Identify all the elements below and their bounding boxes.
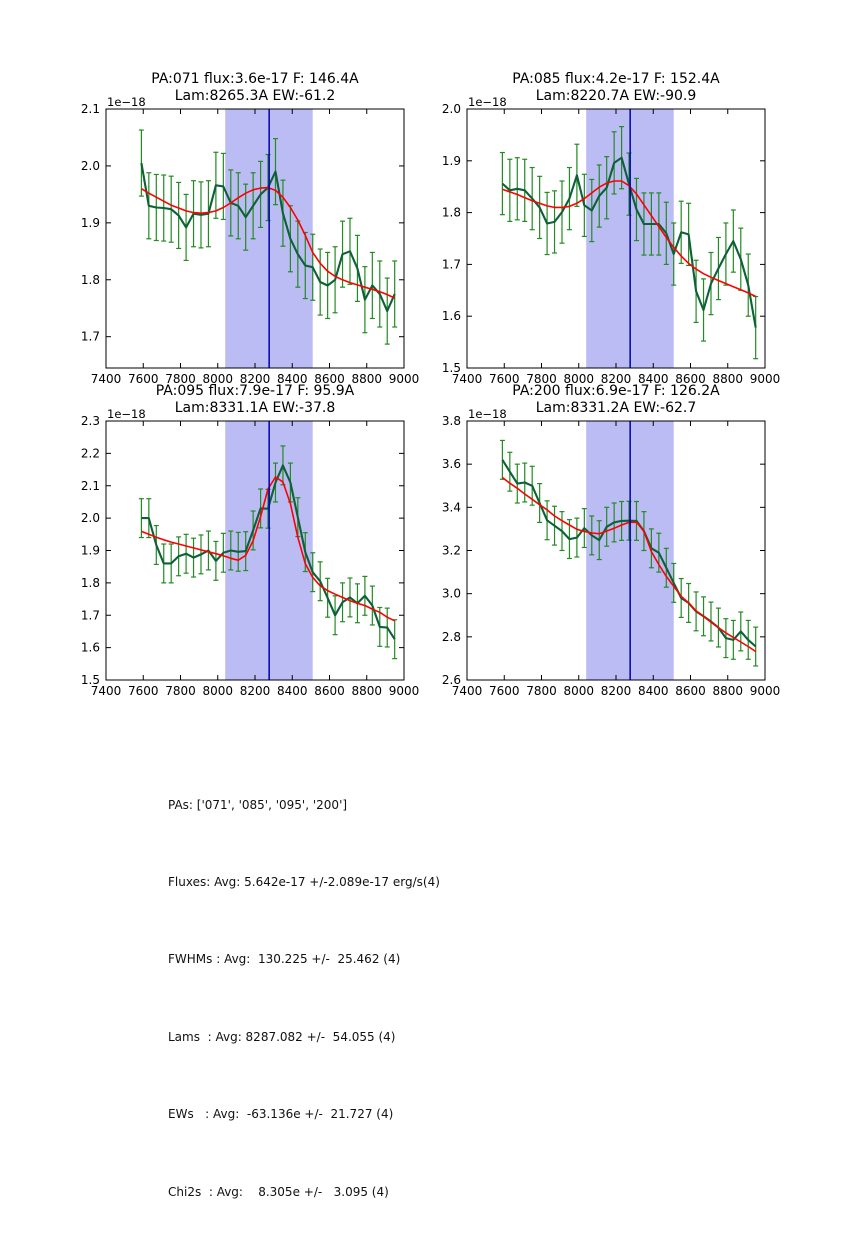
y-tick-label: 1.5 <box>80 673 100 687</box>
x-tick-label: 8600 <box>314 372 345 386</box>
subplot4-title-line1: PA:200 flux:6.9e-17 F: 126.2A <box>512 383 720 399</box>
x-tick-label: 8000 <box>563 372 595 386</box>
subplot2-title-line2: Lam:8220.7A EW:-90.9 <box>535 88 697 104</box>
x-tick-label: 8800 <box>712 372 744 386</box>
x-tick-label: 8000 <box>202 684 234 698</box>
y-tick-label: 2.2 <box>80 446 100 461</box>
x-tick-label: 7800 <box>526 372 557 386</box>
y-tick-label: 1.7 <box>80 608 100 623</box>
y-tick-label: 2.6 <box>441 673 461 687</box>
x-tick-label: 8400 <box>276 372 308 386</box>
x-tick-label: 7400 <box>90 684 122 698</box>
subplot2-title-line1: PA:085 flux:4.2e-17 F: 152.4A <box>512 71 720 87</box>
x-tick-label: 8200 <box>600 372 632 386</box>
x-tick-label: 9000 <box>749 684 781 698</box>
x-tick-label: 7600 <box>127 684 159 698</box>
subplot-pa200 <box>442 414 780 698</box>
subplot3-title-line1: PA:095 flux:7.9e-17 F: 95.9A <box>155 383 355 399</box>
x-tick-label: 7400 <box>90 372 122 386</box>
y-tick-label: 1.5 <box>441 361 461 375</box>
x-tick-label: 8000 <box>202 372 234 386</box>
x-tick-label: 8600 <box>314 684 345 698</box>
subplot1-offset-label: 1e−18 <box>107 95 146 109</box>
y-tick-label: 3.4 <box>441 500 461 515</box>
x-tick-label: 9000 <box>388 372 420 386</box>
subplot3-offset-label: 1e−18 <box>107 407 146 421</box>
y-tick-labels <box>442 102 461 375</box>
y-tick-label: 2.3 <box>80 414 100 428</box>
x-tick-label: 8400 <box>276 684 308 698</box>
x-tick-label: 8600 <box>675 372 706 386</box>
y-tick-label: 3.2 <box>441 543 461 558</box>
stats-block <box>168 741 440 1257</box>
y-tick-label: 1.6 <box>80 640 100 655</box>
x-tick-label: 7800 <box>165 684 196 698</box>
y-tick-label: 1.9 <box>80 215 100 230</box>
subplot1-title-line2: Lam:8265.3A EW:-61.2 <box>174 88 336 104</box>
x-tick-label: 7800 <box>165 372 196 386</box>
x-tick-label: 7400 <box>451 684 483 698</box>
y-tick-label: 1.7 <box>80 329 100 344</box>
subplot-pa085 <box>442 102 780 386</box>
x-tick-label: 7600 <box>127 372 159 386</box>
y-tick-labels <box>81 414 100 687</box>
x-tick-label: 7400 <box>451 372 483 386</box>
subplot3-title-line2: Lam:8331.1A EW:-37.8 <box>174 400 336 416</box>
y-tick-label: 2.0 <box>80 511 100 526</box>
x-tick-labels <box>91 684 420 698</box>
stats-line-pas: PAs: ['071', '085', '095', '200'] <box>168 797 348 812</box>
y-tick-label: 2.8 <box>441 629 461 644</box>
x-tick-label: 7800 <box>526 684 557 698</box>
x-tick-label: 9000 <box>388 684 420 698</box>
y-tick-label: 1.8 <box>80 272 100 287</box>
x-tick-label: 8200 <box>239 684 271 698</box>
x-tick-label: 8000 <box>563 684 595 698</box>
subplot2-offset-label: 1e−18 <box>468 95 507 109</box>
subplot4-title-line2: Lam:8331.2A EW:-62.7 <box>535 400 697 416</box>
stats-line-chi2s: Chi2s : Avg: 8.305e +/- 3.095 (4) <box>168 1184 389 1199</box>
y-tick-label: 3.8 <box>441 414 461 428</box>
y-tick-label: 1.8 <box>80 575 100 590</box>
x-tick-label: 8400 <box>637 372 669 386</box>
y-tick-label: 1.6 <box>441 309 461 324</box>
y-tick-labels <box>81 102 100 344</box>
stats-line-fwhms: FWHMs : Avg: 130.225 +/- 25.462 (4) <box>168 952 401 967</box>
y-tick-label: 2.1 <box>80 102 100 116</box>
y-tick-labels <box>442 414 461 687</box>
stats-line-ews: EWs : Avg: -63.136e +/- 21.727 (4) <box>168 1107 394 1122</box>
y-tick-label: 1.9 <box>441 153 461 168</box>
x-tick-label: 8200 <box>239 372 271 386</box>
x-tick-label: 8600 <box>675 684 706 698</box>
x-tick-label: 8400 <box>637 684 669 698</box>
y-tick-label: 2.0 <box>80 158 100 173</box>
x-tick-label: 7600 <box>488 372 520 386</box>
stats-line-lams: Lams : Avg: 8287.082 +/- 54.055 (4) <box>168 1029 396 1044</box>
x-tick-label: 8800 <box>712 684 744 698</box>
x-tick-label: 7600 <box>488 684 520 698</box>
subplot-pa095 <box>81 414 419 698</box>
x-tick-label: 8800 <box>351 684 383 698</box>
x-tick-labels <box>452 684 781 698</box>
stats-line-fluxes: Fluxes: Avg: 5.642e-17 +/-2.089e-17 erg/s(4) <box>168 874 440 889</box>
y-tick-label: 1.7 <box>441 257 461 272</box>
subplot4-offset-label: 1e−18 <box>468 407 507 421</box>
x-tick-label: 9000 <box>749 372 781 386</box>
y-tick-label: 1.8 <box>441 205 461 220</box>
y-tick-label: 3.6 <box>441 457 461 472</box>
y-tick-label: 3.0 <box>441 586 461 601</box>
y-tick-label: 1.9 <box>80 543 100 558</box>
subplot1-title-line1: PA:071 flux:3.6e-17 F: 146.4A <box>151 71 359 87</box>
subplot-pa071 <box>81 102 419 386</box>
x-tick-label: 8800 <box>351 372 383 386</box>
x-tick-label: 8200 <box>600 684 632 698</box>
y-tick-label: 2.1 <box>80 478 100 493</box>
y-tick-label: 2.0 <box>441 102 461 116</box>
